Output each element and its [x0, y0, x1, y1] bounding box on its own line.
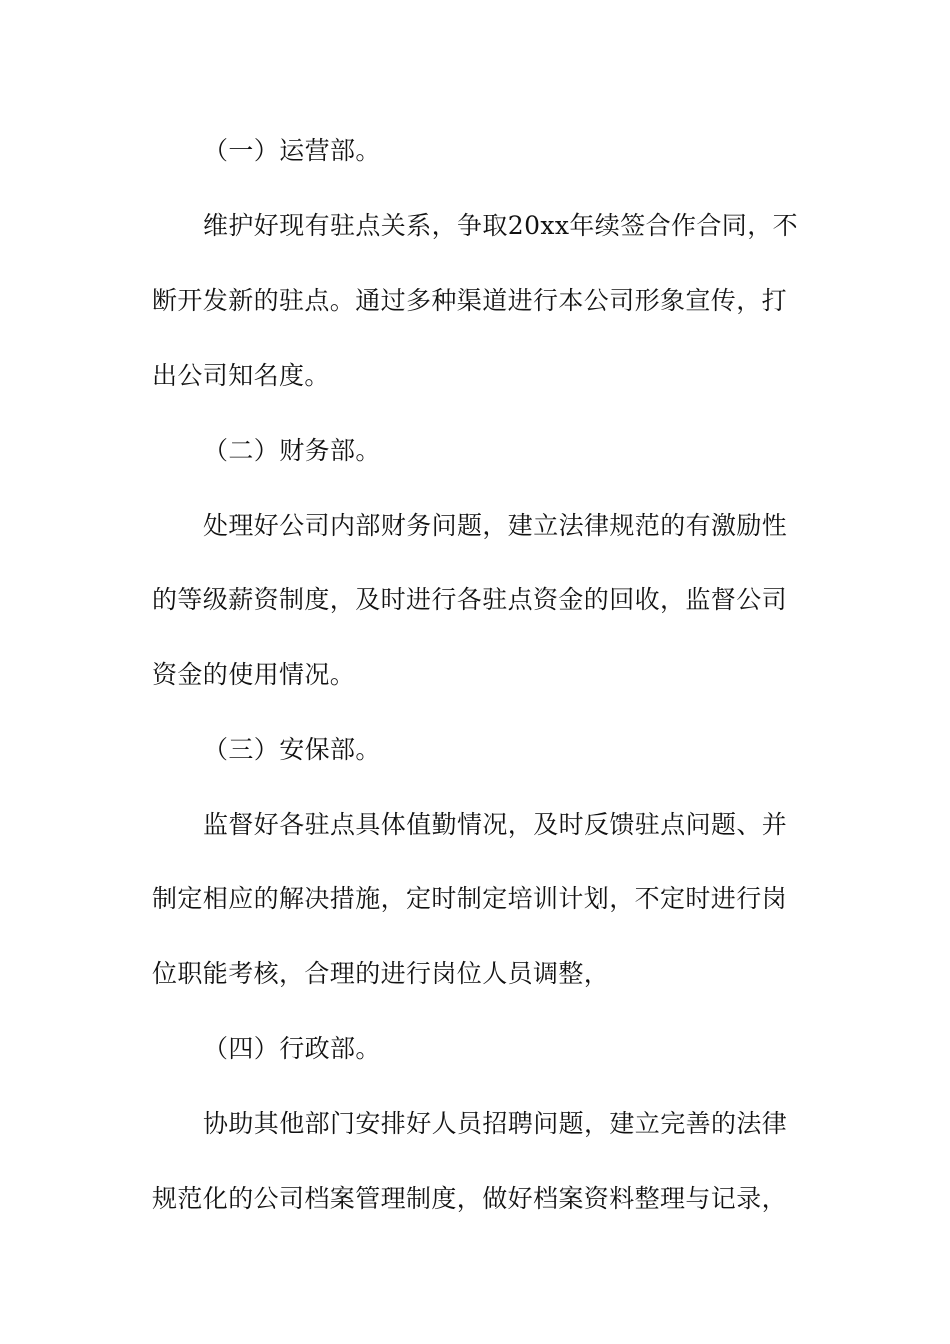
paragraph-line: 资金的使用情况。: [152, 660, 356, 689]
section-heading-finance: （二）财务部。: [203, 436, 381, 465]
paragraph-line: 协助其他部门安排好人员招聘问题，建立完善的法律: [203, 1109, 788, 1138]
paragraph-line: 处理好公司内部财务问题，建立法律规范的有激励性: [203, 511, 788, 540]
section-heading-operations: （一）运营部。: [203, 136, 381, 165]
paragraph-line: 监督好各驻点具体值勤情况，及时反馈驻点问题、并: [203, 810, 788, 839]
paragraph-line: 的等级薪资制度，及时进行各驻点资金的回收，监督公司: [152, 585, 788, 614]
paragraph-line: 断开发新的驻点。通过多种渠道进行本公司形象宣传，打: [152, 286, 788, 315]
paragraph-line: 出公司知名度。: [152, 361, 330, 390]
paragraph-line: 维护好现有驻点关系，争取20xx年续签合作合同，不: [203, 211, 799, 240]
paragraph-line: 制定相应的解决措施，定时制定培训计划，不定时进行岗: [152, 884, 788, 913]
paragraph-line: 位职能考核，合理的进行岗位人员调整，: [152, 959, 610, 988]
section-heading-security: （三）安保部。: [203, 735, 381, 764]
section-heading-administration: （四）行政部。: [203, 1034, 381, 1063]
paragraph-line: 规范化的公司档案管理制度，做好档案资料整理与记录，: [152, 1184, 788, 1213]
